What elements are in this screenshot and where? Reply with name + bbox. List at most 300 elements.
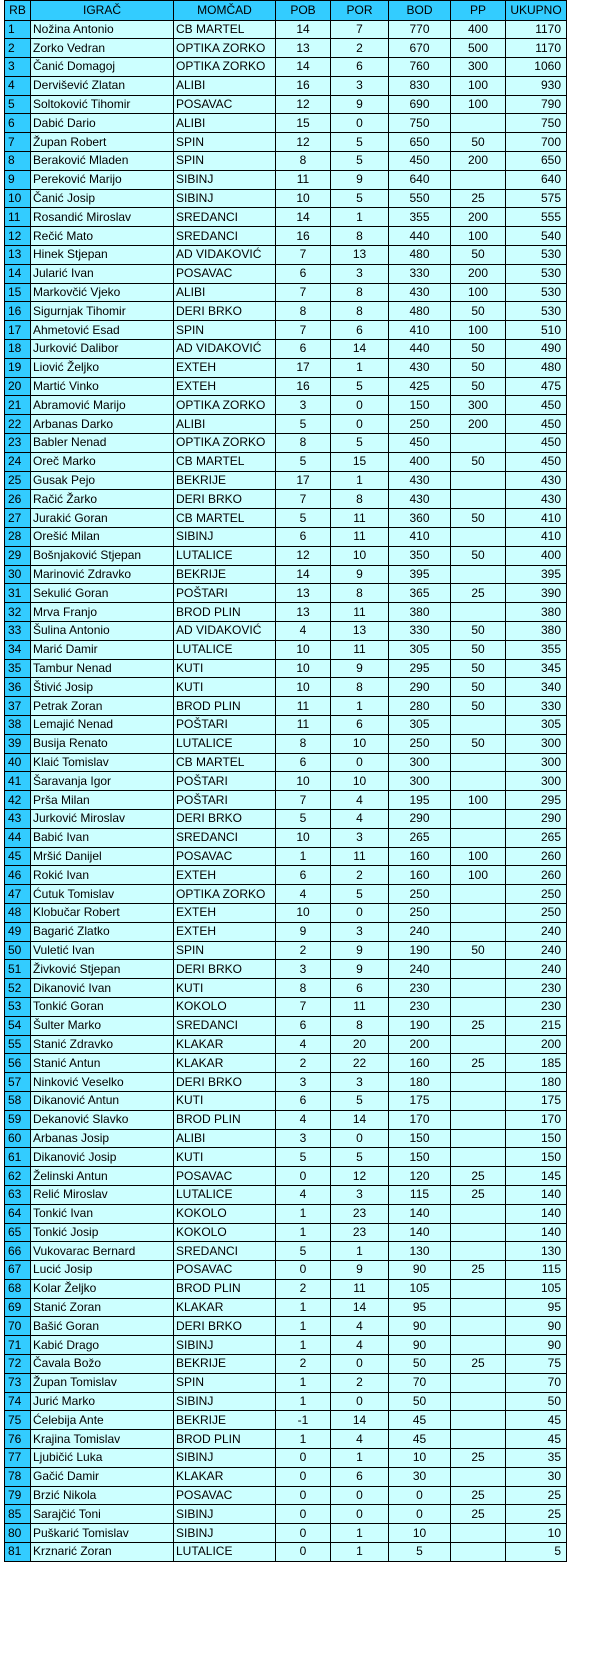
cell-por: 5: [331, 1148, 389, 1167]
cell-player: Vuletić Ivan: [31, 941, 174, 960]
cell-bod: 240: [389, 960, 451, 979]
cell-rb: 2: [5, 39, 31, 58]
table-row: [5, 340, 567, 359]
cell-ukupno: 300: [506, 734, 567, 753]
cell-ukupno: 290: [506, 809, 567, 828]
cell-player: Gusak Pejo: [31, 471, 174, 490]
table-row: [5, 1505, 567, 1524]
cell-team: LUTALICE: [174, 546, 276, 565]
cell-player: Bošnjaković Stjepan: [31, 546, 174, 565]
cell-ukupno: 305: [506, 715, 567, 734]
cell-pob: 11: [276, 170, 331, 189]
cell-team: SREDANCI: [174, 828, 276, 847]
cell-bod: 830: [389, 76, 451, 95]
cell-pob: 5: [276, 509, 331, 528]
cell-rb: 22: [5, 415, 31, 434]
cell-pp: 50: [451, 358, 506, 377]
cell-rb: 23: [5, 434, 31, 453]
cell-pob: 13: [276, 584, 331, 603]
cell-por: 5: [331, 434, 389, 453]
cell-bod: 250: [389, 415, 451, 434]
cell-por: 12: [331, 1167, 389, 1186]
table-header: [5, 1, 567, 21]
cell-pob: 10: [276, 189, 331, 208]
cell-pob: 10: [276, 772, 331, 791]
cell-player: Štivić Josip: [31, 678, 174, 697]
cell-player: Busija Renato: [31, 734, 174, 753]
table-row: [5, 1016, 567, 1035]
header-momcad: MOMČAD: [174, 1, 276, 21]
table-row: [5, 1167, 567, 1186]
cell-por: 3: [331, 76, 389, 95]
cell-pob: 16: [276, 227, 331, 246]
cell-bod: 410: [389, 528, 451, 547]
cell-rb: 46: [5, 866, 31, 885]
cell-bod: 0: [389, 1505, 451, 1524]
cell-pp: [451, 960, 506, 979]
cell-player: Čanić Domagoj: [31, 58, 174, 77]
cell-player: Dervišević Zlatan: [31, 76, 174, 95]
table-row: [5, 847, 567, 866]
cell-rb: 9: [5, 170, 31, 189]
cell-pp: 50: [451, 659, 506, 678]
cell-pob: 6: [276, 866, 331, 885]
cell-ukupno: 475: [506, 377, 567, 396]
cell-rb: 12: [5, 227, 31, 246]
cell-ukupno: 510: [506, 321, 567, 340]
cell-ukupno: 430: [506, 471, 567, 490]
cell-team: SPIN: [174, 1373, 276, 1392]
cell-pp: 50: [451, 734, 506, 753]
cell-bod: 480: [389, 246, 451, 265]
cell-rb: 49: [5, 922, 31, 941]
cell-pob: 12: [276, 95, 331, 114]
cell-ukupno: 540: [506, 227, 567, 246]
cell-bod: 95: [389, 1298, 451, 1317]
cell-pp: 100: [451, 791, 506, 810]
cell-pp: [451, 1148, 506, 1167]
cell-player: Babić Ivan: [31, 828, 174, 847]
cell-por: 11: [331, 603, 389, 622]
table-row: [5, 1204, 567, 1223]
cell-ukupno: 215: [506, 1016, 567, 1035]
cell-bod: 115: [389, 1185, 451, 1204]
cell-player: Gačić Damir: [31, 1467, 174, 1486]
cell-bod: 140: [389, 1204, 451, 1223]
cell-rb: 16: [5, 302, 31, 321]
table-row: [5, 452, 567, 471]
cell-rb: 47: [5, 885, 31, 904]
table-row: [5, 95, 567, 114]
cell-team: EXTEH: [174, 358, 276, 377]
cell-por: 11: [331, 640, 389, 659]
table-row: [5, 302, 567, 321]
cell-pp: 25: [451, 189, 506, 208]
cell-player: Tonkić Goran: [31, 997, 174, 1016]
cell-ukupno: 140: [506, 1185, 567, 1204]
cell-ukupno: 30: [506, 1467, 567, 1486]
cell-rb: 38: [5, 715, 31, 734]
cell-pob: 6: [276, 753, 331, 772]
cell-pp: [451, 1467, 506, 1486]
cell-rb: 3: [5, 58, 31, 77]
cell-player: Račić Žarko: [31, 490, 174, 509]
cell-rb: 64: [5, 1204, 31, 1223]
cell-team: POŠTARI: [174, 791, 276, 810]
cell-ukupno: 450: [506, 452, 567, 471]
table-row: [5, 1317, 567, 1336]
cell-bod: 90: [389, 1317, 451, 1336]
table-row: [5, 58, 567, 77]
cell-bod: 160: [389, 1054, 451, 1073]
cell-por: 0: [331, 1505, 389, 1524]
cell-player: Mršić Danijel: [31, 847, 174, 866]
table-row: [5, 772, 567, 791]
cell-player: Hinek Stjepan: [31, 246, 174, 265]
cell-pp: [451, 603, 506, 622]
cell-player: Sigurnjak Tihomir: [31, 302, 174, 321]
cell-ukupno: 555: [506, 208, 567, 227]
cell-pob: 10: [276, 640, 331, 659]
cell-bod: 175: [389, 1091, 451, 1110]
cell-pp: 25: [451, 1167, 506, 1186]
cell-ukupno: 1170: [506, 20, 567, 39]
cell-pob: 17: [276, 471, 331, 490]
cell-team: KOKOLO: [174, 997, 276, 1016]
cell-pob: 14: [276, 58, 331, 77]
cell-bod: 550: [389, 189, 451, 208]
cell-rb: 35: [5, 659, 31, 678]
table-row: [5, 39, 567, 58]
cell-por: 11: [331, 997, 389, 1016]
cell-por: 9: [331, 565, 389, 584]
cell-player: Rosandić Miroslav: [31, 208, 174, 227]
cell-ukupno: 450: [506, 396, 567, 415]
cell-team: OPTIKA ZORKO: [174, 39, 276, 58]
cell-rb: 68: [5, 1279, 31, 1298]
cell-pp: 50: [451, 340, 506, 359]
cell-por: 4: [331, 1317, 389, 1336]
cell-por: 3: [331, 828, 389, 847]
cell-ukupno: 340: [506, 678, 567, 697]
cell-ukupno: 330: [506, 697, 567, 716]
cell-team: CB MARTEL: [174, 509, 276, 528]
cell-pp: 50: [451, 452, 506, 471]
cell-pp: [451, 809, 506, 828]
cell-ukupno: 390: [506, 584, 567, 603]
table-row: [5, 1129, 567, 1148]
cell-ukupno: 185: [506, 1054, 567, 1073]
table-row: [5, 264, 567, 283]
cell-bod: 450: [389, 434, 451, 453]
cell-ukupno: 140: [506, 1204, 567, 1223]
cell-pob: 7: [276, 490, 331, 509]
cell-pp: 200: [451, 264, 506, 283]
cell-rb: 74: [5, 1392, 31, 1411]
cell-pob: 0: [276, 1486, 331, 1505]
cell-pob: 13: [276, 39, 331, 58]
cell-player: Kabić Drago: [31, 1336, 174, 1355]
table-row: [5, 1298, 567, 1317]
cell-rb: 62: [5, 1167, 31, 1186]
cell-rb: 1: [5, 20, 31, 39]
cell-player: Želinski Antun: [31, 1167, 174, 1186]
cell-pp: 50: [451, 640, 506, 659]
cell-pp: [451, 1392, 506, 1411]
cell-por: 1: [331, 1242, 389, 1261]
cell-team: KUTI: [174, 659, 276, 678]
cell-player: Markovčić Vjeko: [31, 283, 174, 302]
cell-por: 14: [331, 1411, 389, 1430]
cell-pob: -1: [276, 1411, 331, 1430]
cell-por: 11: [331, 528, 389, 547]
cell-team: BROD PLIN: [174, 1110, 276, 1129]
cell-bod: 360: [389, 509, 451, 528]
cell-por: 11: [331, 847, 389, 866]
cell-bod: 430: [389, 471, 451, 490]
cell-ukupno: 95: [506, 1298, 567, 1317]
cell-por: 0: [331, 415, 389, 434]
cell-pp: 50: [451, 546, 506, 565]
cell-player: Abramović Marijo: [31, 396, 174, 415]
cell-rb: 50: [5, 941, 31, 960]
cell-rb: 45: [5, 847, 31, 866]
cell-bod: 290: [389, 809, 451, 828]
cell-team: CB MARTEL: [174, 20, 276, 39]
cell-ukupno: 240: [506, 941, 567, 960]
cell-pp: 200: [451, 208, 506, 227]
cell-rb: 43: [5, 809, 31, 828]
cell-por: 14: [331, 1110, 389, 1129]
cell-pob: 12: [276, 546, 331, 565]
cell-rb: 51: [5, 960, 31, 979]
cell-pob: 1: [276, 1204, 331, 1223]
cell-pob: 8: [276, 152, 331, 171]
table-row: [5, 1054, 567, 1073]
cell-team: AD VIDAKOVIĆ: [174, 246, 276, 265]
cell-team: SPIN: [174, 133, 276, 152]
cell-team: SPIN: [174, 321, 276, 340]
cell-por: 7: [331, 20, 389, 39]
cell-pp: 200: [451, 152, 506, 171]
table-row: [5, 1411, 567, 1430]
cell-rb: 66: [5, 1242, 31, 1261]
cell-rb: 11: [5, 208, 31, 227]
cell-bod: 45: [389, 1430, 451, 1449]
cell-por: 6: [331, 58, 389, 77]
cell-pob: 7: [276, 283, 331, 302]
cell-rb: 72: [5, 1355, 31, 1374]
cell-team: DERI BRKO: [174, 490, 276, 509]
cell-ukupno: 700: [506, 133, 567, 152]
cell-player: Krznarić Zoran: [31, 1543, 174, 1562]
cell-ukupno: 230: [506, 997, 567, 1016]
cell-pp: [451, 997, 506, 1016]
table-row: [5, 791, 567, 810]
cell-ukupno: 180: [506, 1073, 567, 1092]
cell-ukupno: 175: [506, 1091, 567, 1110]
cell-player: Ahmetović Esad: [31, 321, 174, 340]
cell-pp: 25: [451, 1355, 506, 1374]
cell-player: Živković Stjepan: [31, 960, 174, 979]
cell-player: Arbanas Darko: [31, 415, 174, 434]
cell-ukupno: 1060: [506, 58, 567, 77]
cell-bod: 480: [389, 302, 451, 321]
cell-ukupno: 410: [506, 509, 567, 528]
table-row: [5, 1035, 567, 1054]
cell-pob: 1: [276, 1392, 331, 1411]
cell-player: Dikanović Antun: [31, 1091, 174, 1110]
cell-ukupno: 530: [506, 264, 567, 283]
cell-pob: 2: [276, 1279, 331, 1298]
cell-player: Župan Robert: [31, 133, 174, 152]
table-row: [5, 1261, 567, 1280]
cell-player: Marinović Zdravko: [31, 565, 174, 584]
cell-bod: 90: [389, 1336, 451, 1355]
cell-pob: 0: [276, 1467, 331, 1486]
cell-ukupno: 260: [506, 847, 567, 866]
cell-ukupno: 300: [506, 772, 567, 791]
cell-pp: 50: [451, 302, 506, 321]
cell-rb: 4: [5, 76, 31, 95]
cell-ukupno: 450: [506, 415, 567, 434]
cell-bod: 120: [389, 1167, 451, 1186]
cell-ukupno: 200: [506, 1035, 567, 1054]
cell-player: Mrva Franjo: [31, 603, 174, 622]
cell-por: 9: [331, 941, 389, 960]
cell-pp: [451, 490, 506, 509]
cell-player: Ninković Veselko: [31, 1073, 174, 1092]
table-row: [5, 809, 567, 828]
cell-pob: 16: [276, 377, 331, 396]
table-row: [5, 1392, 567, 1411]
cell-bod: 640: [389, 170, 451, 189]
cell-por: 3: [331, 264, 389, 283]
table-row: [5, 434, 567, 453]
cell-team: OPTIKA ZORKO: [174, 885, 276, 904]
cell-por: 23: [331, 1223, 389, 1242]
cell-team: SIBINJ: [174, 1524, 276, 1543]
cell-ukupno: 240: [506, 922, 567, 941]
cell-bod: 750: [389, 114, 451, 133]
cell-pp: 100: [451, 283, 506, 302]
cell-por: 2: [331, 866, 389, 885]
cell-pp: [451, 565, 506, 584]
cell-rb: 20: [5, 377, 31, 396]
cell-ukupno: 575: [506, 189, 567, 208]
cell-rb: 44: [5, 828, 31, 847]
table-row: [5, 753, 567, 772]
cell-team: POSAVAC: [174, 1261, 276, 1280]
cell-rb: 40: [5, 753, 31, 772]
cell-player: Martić Vinko: [31, 377, 174, 396]
cell-bod: 440: [389, 227, 451, 246]
cell-pp: 25: [451, 1261, 506, 1280]
cell-pp: 25: [451, 1016, 506, 1035]
cell-player: Ćutuk Tomislav: [31, 885, 174, 904]
cell-pob: 3: [276, 960, 331, 979]
table-row: [5, 715, 567, 734]
cell-rb: 36: [5, 678, 31, 697]
cell-pob: 1: [276, 1223, 331, 1242]
cell-bod: 70: [389, 1373, 451, 1392]
cell-ukupno: 150: [506, 1148, 567, 1167]
cell-team: KUTI: [174, 1091, 276, 1110]
cell-pp: [451, 1336, 506, 1355]
cell-ukupno: 530: [506, 246, 567, 265]
cell-team: KLAKAR: [174, 1054, 276, 1073]
cell-ukupno: 115: [506, 1261, 567, 1280]
cell-player: Brzić Nikola: [31, 1486, 174, 1505]
cell-por: 3: [331, 1073, 389, 1092]
cell-pp: 25: [451, 1185, 506, 1204]
cell-bod: 180: [389, 1073, 451, 1092]
cell-team: LUTALICE: [174, 1185, 276, 1204]
cell-pp: [451, 1091, 506, 1110]
cell-team: POSAVAC: [174, 847, 276, 866]
cell-pob: 1: [276, 1298, 331, 1317]
cell-por: 0: [331, 1392, 389, 1411]
cell-player: Stanić Zoran: [31, 1298, 174, 1317]
cell-pob: 11: [276, 697, 331, 716]
cell-pob: 5: [276, 809, 331, 828]
cell-player: Jurakić Goran: [31, 509, 174, 528]
cell-por: 5: [331, 152, 389, 171]
cell-pp: 25: [451, 1505, 506, 1524]
table-row: [5, 76, 567, 95]
cell-pob: 4: [276, 622, 331, 641]
cell-pp: [451, 1279, 506, 1298]
cell-pp: 50: [451, 697, 506, 716]
cell-por: 4: [331, 1336, 389, 1355]
cell-ukupno: 790: [506, 95, 567, 114]
cell-rb: 52: [5, 979, 31, 998]
cell-rb: 78: [5, 1467, 31, 1486]
table-row: [5, 528, 567, 547]
table-row: [5, 885, 567, 904]
cell-bod: 10: [389, 1524, 451, 1543]
cell-pob: 5: [276, 1148, 331, 1167]
cell-por: 1: [331, 471, 389, 490]
cell-player: Dabić Dario: [31, 114, 174, 133]
table-row: [5, 1091, 567, 1110]
cell-pob: 0: [276, 1524, 331, 1543]
cell-por: 1: [331, 697, 389, 716]
table-row: [5, 1110, 567, 1129]
cell-pp: [451, 922, 506, 941]
table-row: [5, 1223, 567, 1242]
cell-team: SIBINJ: [174, 170, 276, 189]
cell-player: Bašić Goran: [31, 1317, 174, 1336]
cell-player: Čavala Božo: [31, 1355, 174, 1374]
cell-team: LUTALICE: [174, 1543, 276, 1562]
cell-rb: 54: [5, 1016, 31, 1035]
cell-ukupno: 150: [506, 1129, 567, 1148]
cell-ukupno: 530: [506, 283, 567, 302]
cell-pob: 10: [276, 828, 331, 847]
cell-pob: 8: [276, 434, 331, 453]
cell-pob: 15: [276, 114, 331, 133]
table-row: [5, 133, 567, 152]
cell-por: 1: [331, 1449, 389, 1468]
cell-bod: 190: [389, 1016, 451, 1035]
cell-pp: 25: [451, 584, 506, 603]
cell-pob: 1: [276, 1430, 331, 1449]
cell-team: KUTI: [174, 678, 276, 697]
cell-pp: [451, 114, 506, 133]
cell-player: Sarajčić Toni: [31, 1505, 174, 1524]
table-row: [5, 941, 567, 960]
